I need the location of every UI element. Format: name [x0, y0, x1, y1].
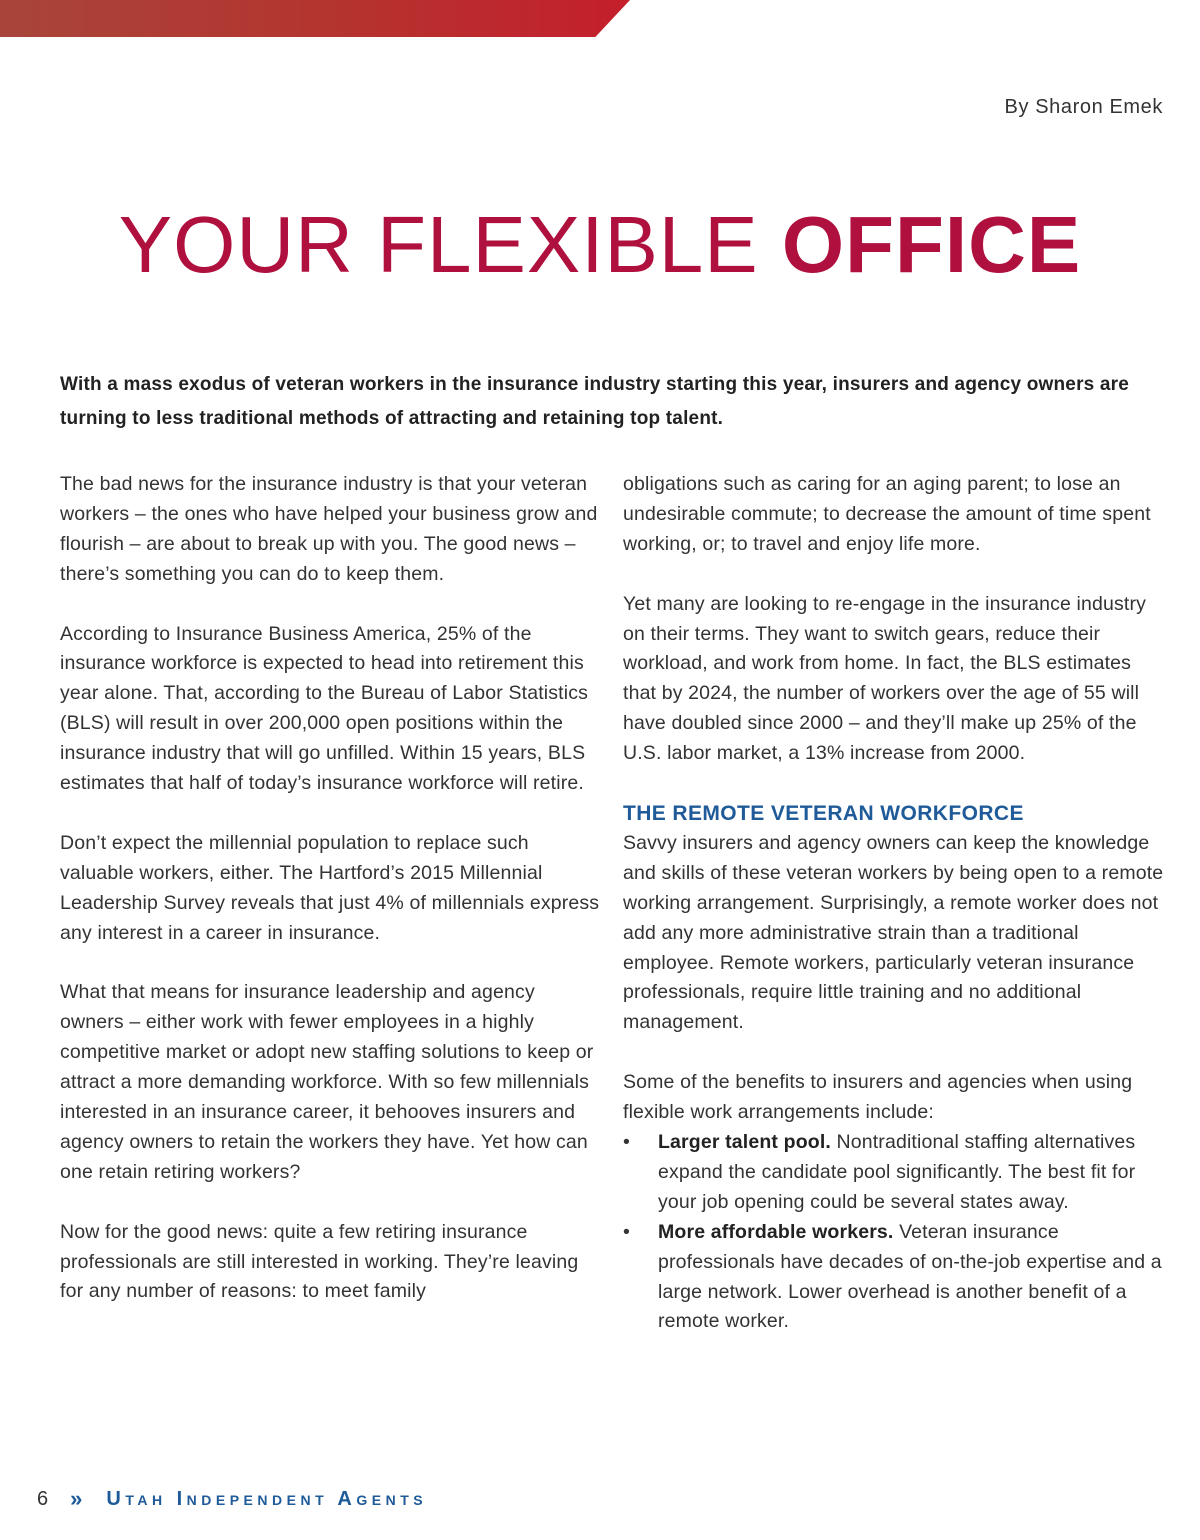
paragraph: Savvy insurers and agency owners can keep the knowledge and skills of these veteran workers by being open to a remote working arrangement. Surprisingly, a remote worker does not add any more administrative strain than a traditional employee. Remote workers, particularly veteran insurance professionals, require little training and no additional management. [623, 831, 1164, 1034]
bullet-lead: More affordable workers. [658, 1220, 894, 1243]
bullet-icon: • [623, 1130, 630, 1153]
list-item [623, 1128, 1168, 1218]
paragraph: The bad news for the insurance industry is that your veteran workers – the ones who have helped your business grow and flourish – are about to break up with you. The good news – there’s something you can do to keep them. [60, 473, 598, 585]
page-number: 6 [37, 1487, 49, 1510]
left-column [60, 470, 600, 1307]
title-bold: OFFICE [781, 200, 1082, 289]
paragraph: What that means for insurance leadership and agency owners – either work with fewer employees in a highly competitive market or adopt new staffing solutions to keep or attract a more demanding workforce. With so few millennials interested in an insurance career, it behooves insurers and agency owners to retain the workers they have. Yet how can one retain retiring workers? [60, 981, 594, 1183]
paragraph: Some of the benefits to insurers and agencies when using flexible work arrangements include: [623, 1071, 1133, 1124]
benefits-list [623, 1128, 1168, 1337]
paragraph: obligations such as caring for an aging parent; to lose an undesirable commute; to decrease the amount of time spent working, or; to travel and enjoy life more. [623, 473, 1151, 555]
paragraph: Yet many are looking to re-engage in the insurance industry on their terms. They want to switch gears, reduce their workload, and work from home. In fact, the BLS estimates that by 2024, the number of workers over the age of 55 will have doubled since 2000 – and they’ll make up 25% of the U.S. labor market, a 13% increase from 2000. [623, 592, 1147, 765]
double-chevron-icon: » [70, 1486, 83, 1511]
intro-paragraph: With a mass exodus of veteran workers in the insurance industry starting this year, insurers and agency owners are turning to less traditional methods of attracting and retaining top talent. [60, 374, 1130, 429]
bullet-icon: • [623, 1220, 630, 1243]
paragraph: Now for the good news: quite a few retiring insurance professionals are still interested in working. They’re leaving for any number of reasons: to meet family [60, 1220, 579, 1303]
paragraph: Don’t expect the millennial population to replace such valuable workers, either. The Hartford’s 2015 Millennial Leadership Survey reveals that just 4% of millennials express any interest in a career in insurance. [60, 831, 600, 944]
top-accent-bar [0, 0, 630, 37]
byline: By Sharon Emek [1004, 96, 1163, 118]
publication-name: Utah Independent Agents [106, 1487, 428, 1510]
bullet-lead: Larger talent pool. [658, 1130, 831, 1153]
paragraph: According to Insurance Business America, 25% of the insurance workforce is expected to head into retirement this year alone. That, according to the Bureau of Labor Statistics (BLS) will result in over 200,000 open positions within the insurance industry that will go unfilled. Within 15 years, BLS estimates that half of today’s insurance workforce will retire. [60, 622, 589, 795]
page-footer [37, 1484, 427, 1514]
list-item [623, 1218, 1168, 1338]
bullet-text: Nontraditional staffing alternatives expand the candidate pool significantly. The best fit for your job opening could be several states away. [658, 1130, 1136, 1213]
bullet-text: Veteran insurance professionals have decades of on-the-job expertise and a large network. Lower overhead is another benefit of a remote worker. [658, 1220, 1162, 1333]
title-light: YOUR FLEXIBLE [118, 200, 782, 289]
right-column [623, 470, 1168, 1337]
section-heading: THE REMOTE VETERAN WORKFORCE [623, 801, 1024, 825]
article-title [0, 200, 1200, 289]
